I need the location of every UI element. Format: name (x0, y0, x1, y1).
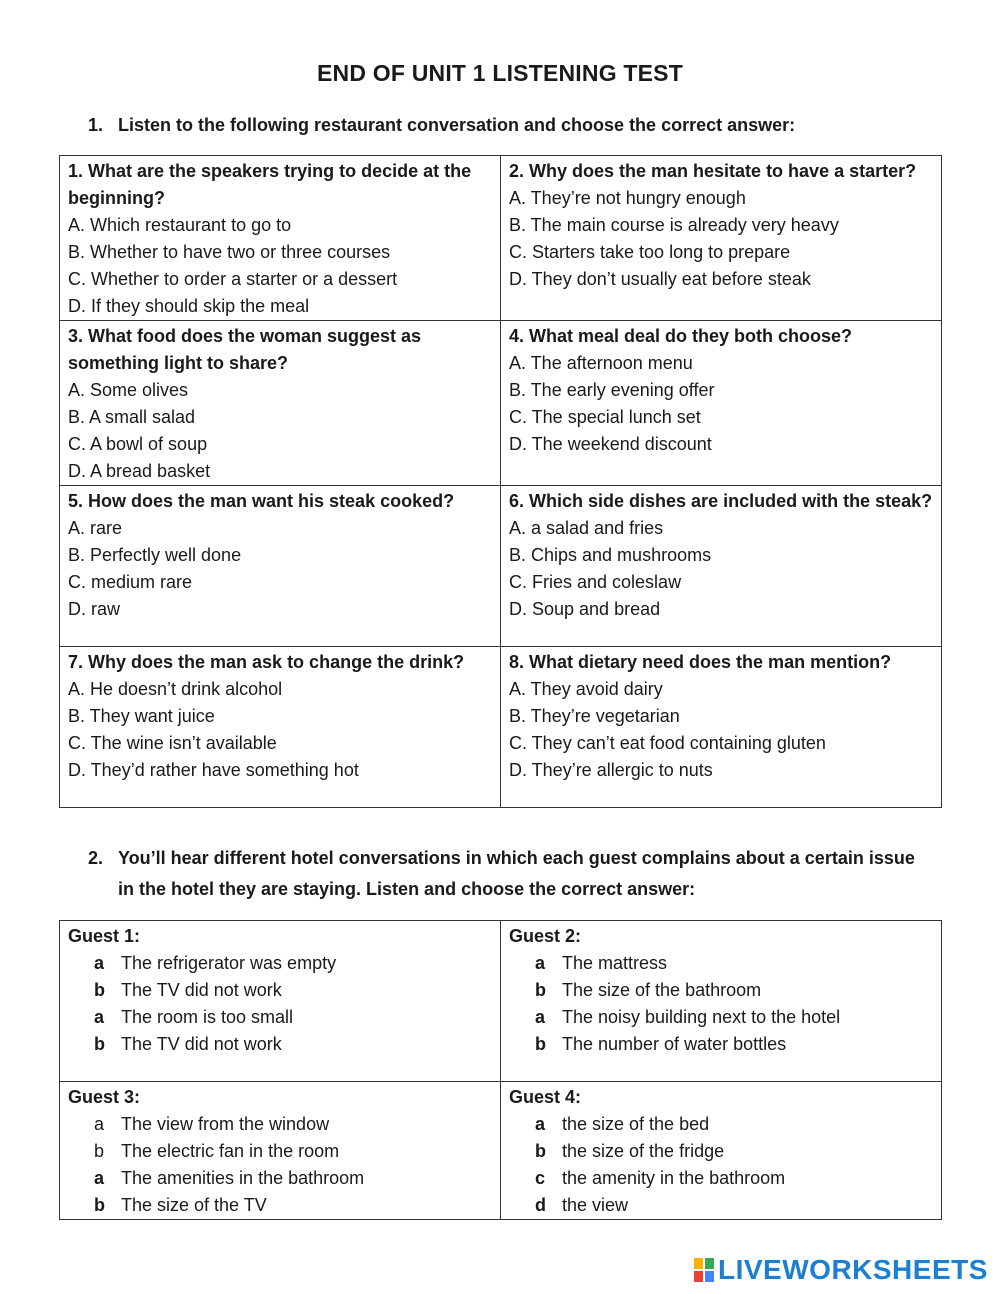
option-text: the size of the bed (562, 1114, 710, 1134)
option-letter: a (94, 1007, 105, 1027)
answer-option[interactable] (68, 1004, 492, 1031)
option-text: The TV did not work (121, 1034, 282, 1054)
answer-option[interactable] (509, 1165, 933, 1192)
answer-option[interactable]: B. They’re vegetarian (509, 706, 680, 726)
answer-option[interactable]: D. They’d rather have something hot (68, 760, 359, 780)
answer-option[interactable]: A. He doesn’t drink alcohol (68, 679, 283, 699)
section-1-number: 1. (88, 115, 104, 135)
guest-cell-3 (60, 1082, 501, 1220)
question-cell-2 (501, 156, 942, 321)
page-title: END OF UNIT 1 LISTENING TEST (317, 60, 683, 86)
answer-option[interactable]: B. The main course is already very heavy (509, 215, 839, 235)
answer-option[interactable] (68, 1165, 492, 1192)
option-text: The view from the window (121, 1114, 330, 1134)
option-letter: a (535, 1007, 546, 1027)
option-text: the view (562, 1195, 629, 1215)
answer-option[interactable]: B. Whether to have two or three courses (68, 242, 391, 262)
answer-option[interactable]: D. A bread basket (68, 461, 211, 481)
answer-option[interactable] (68, 1192, 492, 1219)
option-letter: c (535, 1168, 546, 1188)
option-letter: a (535, 953, 546, 973)
answer-option[interactable]: D. Soup and bread (509, 599, 661, 619)
hotel-guests-table (59, 920, 942, 1220)
answer-option[interactable]: C. Whether to order a starter or a dessert (68, 269, 398, 289)
answer-option[interactable]: C. The special lunch set (509, 407, 701, 427)
option-letter: a (94, 953, 105, 973)
section-1-instruction (88, 110, 918, 141)
option-text: The noisy building next to the hotel (562, 1007, 841, 1027)
answer-option[interactable] (509, 950, 933, 977)
liveworksheets-logo (693, 1253, 988, 1287)
option-text: The room is too small (121, 1007, 294, 1027)
answer-option[interactable]: D. They don’t usually eat before steak (509, 269, 811, 289)
answer-option[interactable]: A. Which restaurant to go to (68, 215, 292, 235)
question-text: 3. What food does the woman suggest as something light to share? (68, 326, 422, 373)
answer-option[interactable]: B. Chips and mushrooms (509, 545, 712, 565)
option-text: the size of the fridge (562, 1141, 725, 1161)
question-cell-3 (60, 321, 501, 486)
question-cell-6 (501, 486, 942, 647)
answer-option[interactable]: D. They’re allergic to nuts (509, 760, 713, 780)
question-cell-5 (60, 486, 501, 647)
section-2-instruction-text: You’ll hear different hotel conversations in which each guest complains about a certain issue in the hotel they are staying. Listen and choose the correct answer: (118, 848, 915, 899)
answer-option[interactable]: A. They’re not hungry enough (509, 188, 746, 208)
answer-option[interactable]: D. The weekend discount (509, 434, 712, 454)
option-text: The refrigerator was empty (121, 953, 337, 973)
option-letter: b (535, 1141, 546, 1161)
logo-text: LIVEWORKSHEETS (718, 1254, 988, 1285)
answer-option[interactable]: A. a salad and fries (509, 518, 664, 538)
option-text: the amenity in the bathroom (562, 1168, 786, 1188)
answer-option[interactable]: D. raw (68, 599, 121, 619)
logo-square-icon (704, 1257, 715, 1270)
answer-option[interactable]: C. A bowl of soup (68, 434, 208, 454)
guest-cell-4 (501, 1082, 942, 1220)
question-cell-4 (501, 321, 942, 486)
option-letter: b (94, 1141, 105, 1161)
question-text: 4. What meal deal do they both choose? (509, 326, 853, 346)
guest-cell-2 (501, 921, 942, 1082)
restaurant-questions-table (59, 155, 942, 808)
option-letter: b (535, 1034, 546, 1054)
question-text: 6. Which side dishes are included with the steak? (509, 491, 933, 511)
option-letter: a (94, 1168, 105, 1188)
option-letter: b (94, 1195, 105, 1215)
answer-option[interactable]: C. Starters take too long to prepare (509, 242, 791, 262)
option-letter: b (535, 980, 546, 1000)
guest-label: Guest 3: (68, 1087, 141, 1107)
logo-square-icon (693, 1270, 704, 1283)
option-text: The electric fan in the room (121, 1141, 340, 1161)
answer-option[interactable]: B. A small salad (68, 407, 196, 427)
answer-option[interactable]: B. Perfectly well done (68, 545, 242, 565)
option-letter: a (535, 1114, 546, 1134)
question-text: 5. How does the man want his steak cooked? (68, 491, 455, 511)
answer-option[interactable]: C. Fries and coleslaw (509, 572, 682, 592)
question-cell-8 (501, 647, 942, 808)
answer-option[interactable]: D. If they should skip the meal (68, 296, 310, 316)
option-text: The number of water bottles (562, 1034, 787, 1054)
answer-option[interactable]: C. The wine isn’t available (68, 733, 277, 753)
section-2-number: 2. (88, 848, 104, 868)
answer-option[interactable] (68, 950, 492, 977)
answer-option[interactable] (68, 1111, 492, 1138)
logo-mark-icon (693, 1257, 715, 1283)
option-text: The TV did not work (121, 980, 282, 1000)
logo-square-icon (704, 1270, 715, 1283)
question-text: 8. What dietary need does the man mention? (509, 652, 892, 672)
answer-option[interactable]: B. They want juice (68, 706, 215, 726)
option-letter: b (94, 1034, 105, 1054)
answer-option[interactable] (509, 1138, 933, 1165)
answer-option[interactable] (68, 977, 492, 1004)
guest-cell-1 (60, 921, 501, 1082)
guest-label: Guest 2: (509, 926, 582, 946)
section-2-instruction (88, 843, 918, 905)
answer-option[interactable]: A. The afternoon menu (509, 353, 693, 373)
guest-label: Guest 1: (68, 926, 141, 946)
option-text: The size of the TV (121, 1195, 267, 1215)
answer-option[interactable] (68, 1031, 492, 1058)
answer-option[interactable] (509, 1192, 933, 1219)
option-letter: a (94, 1114, 105, 1134)
section-1-instruction-text: Listen to the following restaurant conversation and choose the correct answer: (118, 115, 796, 135)
question-text: 7. Why does the man ask to change the drink? (68, 652, 465, 672)
question-text: 1. What are the speakers trying to decide at the beginning? (68, 161, 472, 208)
answer-option[interactable] (509, 1111, 933, 1138)
answer-option[interactable] (509, 1031, 933, 1058)
option-text: The mattress (562, 953, 668, 973)
answer-option[interactable] (509, 1004, 933, 1031)
option-text: The size of the bathroom (562, 980, 762, 1000)
option-text: The amenities in the bathroom (121, 1168, 365, 1188)
guest-label: Guest 4: (509, 1087, 582, 1107)
answer-option[interactable]: C. medium rare (68, 572, 193, 592)
option-letter: d (535, 1195, 546, 1215)
answer-option[interactable]: B. The early evening offer (509, 380, 715, 400)
answer-option[interactable]: A. Some olives (68, 380, 189, 400)
logo-square-icon (693, 1257, 704, 1270)
question-cell-7 (60, 647, 501, 808)
answer-option[interactable] (509, 977, 933, 1004)
question-cell-1 (60, 156, 501, 321)
answer-option[interactable]: A. rare (68, 518, 123, 538)
answer-option[interactable] (68, 1138, 492, 1165)
answer-option[interactable]: A. They avoid dairy (509, 679, 663, 699)
option-letter: b (94, 980, 105, 1000)
question-text: 2. Why does the man hesitate to have a starter? (509, 161, 917, 181)
answer-option[interactable]: C. They can’t eat food containing gluten (509, 733, 826, 753)
